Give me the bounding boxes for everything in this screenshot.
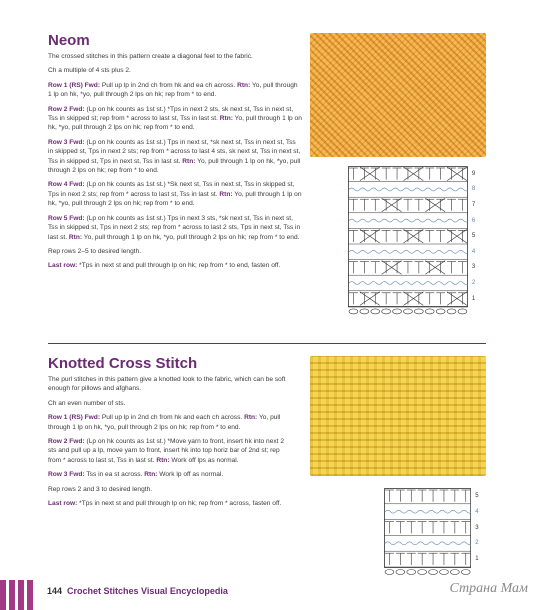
chart-row-number: 5 bbox=[475, 492, 479, 499]
chart-foundation-chain bbox=[385, 570, 394, 575]
book-title: Crochet Stitches Visual Encyclopedia bbox=[67, 586, 228, 596]
chart-row-number: 1 bbox=[471, 295, 476, 302]
chart1-grid bbox=[348, 166, 468, 316]
knotted-swatch-photo bbox=[310, 356, 486, 476]
chart-foundation-chain bbox=[414, 309, 423, 314]
neom-multiple: Ch a multiple of 4 sts plus 2. bbox=[48, 67, 131, 75]
chart-row-number: 2 bbox=[475, 540, 479, 547]
knotted-row-3-instructions: Row 3 Fwd: Tss in ea st across. Rtn: Work lp off as normal. bbox=[48, 471, 224, 479]
chart-row-number: 4 bbox=[475, 508, 479, 515]
chart-row-number: 6 bbox=[471, 217, 476, 224]
chart-foundation-chain bbox=[440, 570, 449, 575]
neom-last-row: Last row: *Tps in next st and pull through lp on hk; rep from * to end, fasten off. bbox=[48, 262, 281, 270]
footer-color-bars bbox=[0, 580, 40, 610]
neom-section bbox=[48, 32, 302, 271]
chart-row-number: 5 bbox=[471, 233, 476, 240]
chart-row-number: 2 bbox=[471, 280, 476, 286]
site-watermark: Страна Мам bbox=[449, 581, 528, 596]
neom-title: Neom bbox=[48, 32, 90, 49]
chart-row-number: 3 bbox=[475, 524, 479, 531]
chart-row-number: 3 bbox=[471, 264, 476, 271]
chart2-grid bbox=[384, 488, 471, 577]
knotted-row-2-instructions: Row 2 Fwd: (Lp on hk counts as 1st st.) *Move yarn to front, insert hk into next 2 sts and pull up a lp, move yarn to front, insert hk into top horiz bar of 2nd st; rep from * across to last st, Tss in last st. Rtn: Work off lps as normal. bbox=[48, 438, 285, 464]
neom-stitch-chart bbox=[348, 166, 476, 316]
page-number: 144 bbox=[47, 586, 63, 596]
chart-foundation-chain bbox=[418, 570, 427, 575]
chart-foundation-chain bbox=[461, 570, 470, 575]
neom-intro: The crossed stitches in this pattern create a diagonal feel to the fabric. bbox=[48, 53, 253, 60]
neom-row-3-instructions: Row 3 Fwd: (Lp on hk counts as 1st st.) Tps in next st, *sk next st, Tss in next st, Tss in skipped st, Tps in next 2 sts; rep from * across to last 4 sts, sk next st, Tss in next st, Tss in skipped st, Tps in next st, Tss in last st. Rtn: Yo, pull through 1 lp on hk, *yo, pull through 2 lps on hk; rep from * to end. bbox=[48, 138, 301, 175]
neom-row-5-instructions: Row 5 Fwd: (Lp on hk counts as 1st st.) Tps in next 3 sts, *sk next st, Tss in next st, Tss in skipped st, Tps in next 2 sts; rep from * across to last 2 sts, Tps in next st, Tss in last st. Rtn: Yo, pull through 1 lp on hk, *yo, pull through 2 lps on hk; rep from * to end. bbox=[48, 214, 301, 241]
knotted-last-row: Last row: *Tps in next st and pull through lp on hk; rep from * across, fasten off. bbox=[48, 500, 282, 508]
neom-row-4-instructions: Row 4 Fwd: (Lp on hk counts as 1st st.) *Sk next st, Tss in next st, Tss in skipped st, Tps in next 2 sts; rep from * across to last st, Tss in last st. Rtn: Yo, pull through 1 lp on hk, *yo, pull through 2 lps on hk; rep from * to end. bbox=[48, 181, 302, 208]
chart-foundation-chain bbox=[436, 309, 445, 314]
knotted-intro: The purl stitches in this pattern give a knotted look to the fabric, which can be soft enough for pillows and afghans. bbox=[48, 376, 286, 393]
neom-row-1-instructions: Row 1 (RS) Fwd: Pull up lp in 2nd ch from hk and ea ch across. Rtn: Yo, pull through 1 lp on hk, *yo, pull through 2 lps on hk; rep from * to end. bbox=[48, 81, 298, 99]
chart-foundation-chain bbox=[425, 309, 434, 314]
chart-foundation-chain bbox=[382, 309, 391, 314]
chart-foundation-chain bbox=[407, 570, 416, 575]
neom-repeat: Rep rows 2–5 to desired length. bbox=[48, 247, 142, 255]
chart-foundation-chain bbox=[349, 309, 358, 314]
chart-row-number: 9 bbox=[471, 170, 476, 177]
knotted-row-1-instructions: Row 1 (RS) Fwd: Pull up lp in 2nd ch from hk and each ch across. Rtn: Yo, pull through 1 lp on hk, *yo, pull through 2 lps on hk; rep from * to end. bbox=[48, 414, 281, 431]
knotted-section bbox=[48, 355, 288, 508]
chart-foundation-chain bbox=[360, 309, 369, 314]
section-divider bbox=[48, 343, 486, 344]
chart-foundation-chain bbox=[393, 309, 402, 314]
chart-foundation-chain bbox=[447, 309, 456, 314]
chart-foundation-chain bbox=[429, 570, 438, 575]
chart-foundation-chain bbox=[396, 570, 405, 575]
neom-swatch-photo bbox=[310, 33, 486, 157]
chart-row-number: 1 bbox=[475, 556, 479, 563]
chart-foundation-chain bbox=[450, 570, 459, 575]
chart-foundation-chain bbox=[404, 309, 413, 314]
chart-frame bbox=[385, 489, 471, 568]
neom-row-2-instructions: Row 2 Fwd: (Lp on hk counts as 1st st.) *Tps in next 2 sts, sk next st, Tss in next st, Tss in skipped st; rep from * across to last st, Tss in last st. Rtn: Yo, pull through 1 lp on hk, *yo, pull through 2 lps on hk; rep from * to end. bbox=[48, 105, 302, 132]
chart-row-number: 7 bbox=[471, 202, 476, 208]
knotted-multiple: Ch an even number of sts. bbox=[48, 399, 126, 407]
knotted-title: Knotted Cross Stitch bbox=[48, 355, 198, 372]
chart-row-number: 8 bbox=[471, 186, 476, 193]
knotted-repeat: Rep rows 2 and 3 to desired length. bbox=[48, 485, 153, 493]
chart-foundation-chain bbox=[371, 309, 380, 314]
chart-row-number: 4 bbox=[471, 248, 476, 255]
chart-foundation-chain bbox=[458, 309, 467, 314]
knotted-stitch-chart bbox=[384, 488, 479, 577]
